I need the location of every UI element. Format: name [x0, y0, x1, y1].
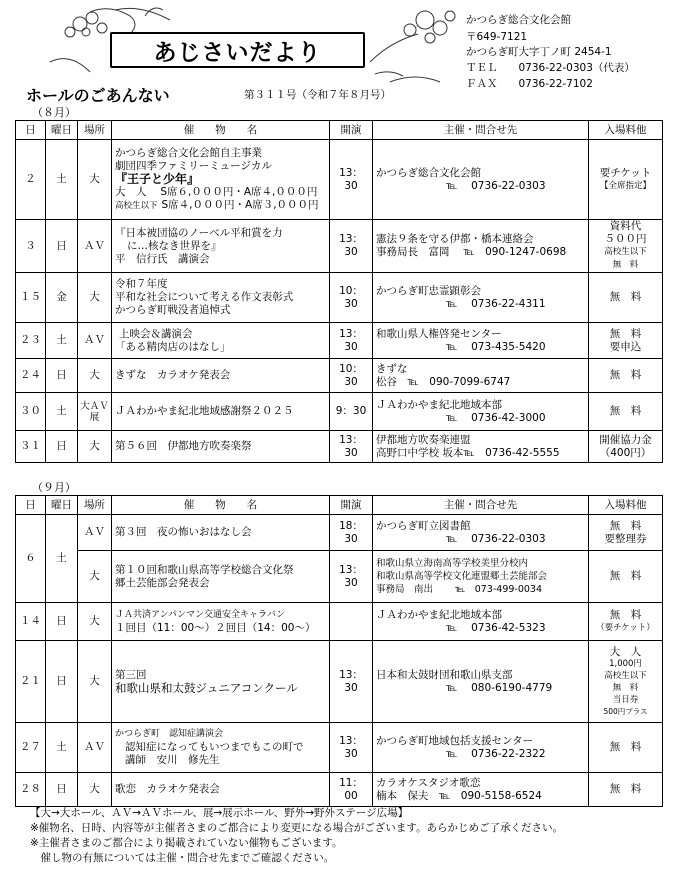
row-host: [373, 220, 589, 273]
name-line: 『日本被団協のノーベル平和賞を力: [115, 226, 283, 239]
row-fee: [589, 515, 663, 551]
name-line: かつらぎ総合文化会館自主事業: [115, 146, 262, 159]
row-start: 18：30: [330, 515, 373, 551]
row-weekday: 金: [46, 273, 78, 323]
row-start: 11：00: [330, 773, 373, 807]
row-name: [112, 273, 330, 323]
fee-line: 大 人: [609, 645, 642, 658]
fee-line: ５００円: [604, 233, 647, 245]
row-place: 大: [78, 359, 112, 393]
row-day: ２１: [16, 641, 46, 723]
name-line: S席４,０００円・A席３,０００円: [161, 198, 319, 211]
fee-line: 無 料: [609, 608, 642, 621]
table-row: [16, 603, 663, 641]
row-place: ＡＶ: [78, 515, 112, 551]
row-fee: 無 料: [589, 359, 663, 393]
row-place: 大ＡＶ展: [78, 393, 112, 431]
name-line: 郷土芸能部会発表会: [115, 576, 210, 589]
table-row: [16, 515, 663, 551]
name-line: 『王子と少年』: [115, 171, 200, 186]
row-start: 9：30: [330, 393, 373, 431]
row-day: ３１: [16, 431, 46, 463]
row-start: 13：30: [330, 723, 373, 773]
row-fee: [589, 641, 663, 723]
host-line: ℡ 080-6190-4779: [446, 681, 553, 694]
row-start: 13：30: [330, 641, 373, 723]
host-line: ＪＡわかやま紀北地域本部: [376, 398, 502, 411]
row-host: [373, 603, 589, 641]
host-line: かつらぎ町地域包括支援センター: [376, 734, 534, 747]
col-day: 日: [16, 496, 46, 515]
name-line: 「ある精肉店のはなし」: [115, 340, 231, 353]
host-line: 和歌山県人権啓発センター: [376, 327, 502, 340]
table-row: [16, 431, 663, 463]
host-line: ℡ 0736-42-3000: [446, 411, 546, 424]
row-name: 歌恋 カラオケ発表会: [112, 773, 330, 807]
row-day: ２４: [16, 359, 46, 393]
row-weekday: 土: [46, 515, 78, 603]
row-fee: [589, 220, 663, 273]
row-start: 10：30: [330, 273, 373, 323]
row-host: [373, 323, 589, 359]
row-start: 13：30: [330, 551, 373, 603]
name-line: 認知症になってもいつまでもこの町で: [125, 741, 304, 753]
fee-line: 要整理券: [604, 532, 647, 545]
newsletter-title: あじさいだより: [110, 32, 365, 68]
org-tel: ＴＥＬ 0736-22-0303（代表）: [466, 62, 635, 74]
name-line: 令和７年度: [115, 278, 168, 290]
row-name: [112, 723, 330, 773]
note-line: ※主催者さまのご都合により掲載されていない催物もございます。: [30, 837, 343, 849]
row-place: ＡＶ: [78, 323, 112, 359]
row-fee: [589, 431, 663, 463]
org-name: かつらぎ総合文化会館: [466, 14, 571, 26]
row-day: ６: [16, 515, 46, 603]
row-host: [373, 515, 589, 551]
row-host: [373, 273, 589, 323]
col-place: 場所: [78, 496, 112, 515]
row-host: [373, 773, 589, 807]
row-day: １４: [16, 603, 46, 641]
name-line: 平和な社会について考える作文表彰式: [115, 291, 294, 303]
name-line: ＪＡ共済アンパンマン交通安全キャラバン: [115, 609, 286, 620]
col-weekday: 曜日: [46, 121, 78, 140]
row-start: 13：30: [330, 220, 373, 273]
fee-line: 高校生以下: [604, 247, 647, 257]
col-day: 日: [16, 121, 46, 140]
col-host: 主催・問合せ先: [373, 121, 589, 140]
row-host: [373, 551, 589, 603]
table-row: [16, 551, 663, 603]
row-name: [112, 323, 330, 359]
row-host: [373, 431, 589, 463]
row-host: [373, 723, 589, 773]
note-line: ※催物名、日時、内容等が主催者さまのご都合により変更になる場合がございます。あらかじめご了承ください。: [30, 822, 563, 834]
host-line: 伊都地方吹奏楽連盟: [376, 433, 471, 446]
fee-line: 無 料: [609, 519, 642, 532]
row-weekday: 土: [46, 323, 78, 359]
host-line: かつらぎ総合文化会館: [376, 166, 481, 179]
row-place: ＡＶ: [78, 220, 112, 273]
issue-number: 第３１１号（令和７年８月号）: [244, 89, 391, 101]
footnotes: [30, 806, 563, 866]
table-row: [16, 393, 663, 431]
col-name: 催 物 名: [112, 496, 330, 515]
row-day: ３０: [16, 393, 46, 431]
col-start: 開演: [330, 121, 373, 140]
row-name: 第５６回 伊都地方吹奏楽祭: [112, 431, 330, 463]
row-day: ２８: [16, 773, 46, 807]
col-host: 主催・問合せ先: [373, 496, 589, 515]
name-line: かつらぎ町 認知症講演会: [115, 729, 224, 739]
table-row: [16, 323, 663, 359]
row-place: 大: [78, 140, 112, 220]
row-fee: 無 料: [589, 551, 663, 603]
fee-line: 当日券: [612, 694, 639, 705]
row-name: [112, 551, 330, 603]
row-start: [330, 603, 373, 641]
month-label-september: （９月）: [32, 481, 76, 494]
name-line: 大 人 S席６,０００円・A席４,０００円: [115, 185, 318, 198]
row-name: きずな カラオケ発表会: [112, 359, 330, 393]
host-line: かつらぎ町立図書館: [376, 519, 471, 532]
table-row: [16, 359, 663, 393]
row-place: 大: [78, 431, 112, 463]
host-line: ℡ 073-435-5420: [446, 340, 546, 353]
fee-line: 無 料: [612, 682, 639, 693]
section-title: ホールのごあんない: [26, 86, 170, 105]
row-weekday: 日: [46, 641, 78, 723]
row-place: 大: [78, 773, 112, 807]
fee-line: 開催協力金: [599, 433, 652, 446]
row-host: [373, 140, 589, 220]
col-fee: 入場料他: [589, 121, 663, 140]
fee-line: 1,000円: [609, 658, 642, 669]
row-weekday: 土: [46, 723, 78, 773]
row-start: 13：30: [330, 140, 373, 220]
host-line: ℡ 0736-22-0303: [446, 532, 546, 545]
row-host: [373, 393, 589, 431]
host-line: ℡ 0736-22-2322: [446, 747, 546, 760]
row-weekday: 日: [46, 220, 78, 273]
name-line: 劇団四季ファミリーミュージカル: [115, 159, 272, 172]
name-line: 第三回: [115, 668, 147, 681]
host-line: きずな: [376, 362, 408, 375]
row-day: ３: [16, 220, 46, 273]
table-row: [16, 273, 663, 323]
row-name: [112, 603, 330, 641]
host-line: 事務局 南出 ℡ 073-499-0034: [376, 584, 543, 595]
september-schedule-table: [15, 495, 663, 807]
row-place: 大: [78, 603, 112, 641]
host-line: 高野口中学校 坂本℡ 0736-42-5555: [376, 446, 560, 459]
name-line: 第１０回和歌山県高等学校総合文化祭: [115, 563, 294, 576]
host-line: 日本和太鼓財団和歌山県支部: [376, 668, 513, 681]
fee-line: 500円プラス: [603, 706, 648, 716]
row-host: [373, 359, 589, 393]
org-address: かつらぎ町大字丁ノ町 2454-1: [466, 46, 612, 58]
row-fee: 無 料: [589, 393, 663, 431]
name-line: かつらぎ町戦没者追悼式: [115, 304, 231, 316]
note-line: 催し物の有無については主催・問合せ先までご確認ください。: [30, 852, 335, 864]
fee-line: 要申込: [609, 340, 642, 353]
fee-line: 要チケット: [599, 166, 652, 179]
row-day: ２: [16, 140, 46, 220]
row-fee: 無 料: [589, 273, 663, 323]
row-fee: [589, 140, 663, 220]
row-place: 大: [78, 551, 112, 603]
host-line: 事務局長 富岡 ℡ 090-1247-0698: [376, 246, 567, 258]
row-fee: [589, 603, 663, 641]
fee-line: 高校生以下: [604, 670, 647, 681]
host-line: カラオケスタジオ歌恋: [376, 776, 481, 789]
col-name: 催 物 名: [112, 121, 330, 140]
row-fee: 無 料: [589, 723, 663, 773]
host-line: ＪＡわかやま紀北地域本部: [376, 608, 502, 621]
table-row: [16, 641, 663, 723]
row-day: ２３: [16, 323, 46, 359]
august-schedule-table: [15, 120, 663, 463]
table-row: [16, 220, 663, 273]
fee-line: 無 料: [609, 327, 642, 340]
fee-line: （400円）: [599, 446, 652, 459]
row-start: 13：30: [330, 431, 373, 463]
table-row: [16, 140, 663, 220]
row-weekday: 日: [46, 603, 78, 641]
host-line: かつらぎ町忠霊顕彰会: [376, 284, 481, 297]
host-line: 憲法９条を守る伊都・橋本連絡会: [376, 233, 534, 245]
row-name: [112, 220, 330, 273]
host-line: ℡ 0736-22-0303: [446, 179, 546, 192]
fee-line: 無 料: [612, 260, 639, 270]
host-line: ℡ 0736-42-5323: [446, 621, 546, 634]
col-start: 開演: [330, 496, 373, 515]
host-line: ℡ 0736-22-4311: [446, 297, 546, 310]
table-row: [16, 723, 663, 773]
col-weekday: 曜日: [46, 496, 78, 515]
col-place: 場所: [78, 121, 112, 140]
row-fee: [589, 323, 663, 359]
table-row: [16, 773, 663, 807]
note-legend: 【大→大ホール、ＡＶ→ＡＶホール、展→展示ホール、野外→野外ステージ広場】: [30, 807, 409, 819]
row-weekday: 日: [46, 431, 78, 463]
name-line-small: 高校生以下: [115, 200, 158, 211]
row-day: １５: [16, 273, 46, 323]
row-weekday: 日: [46, 773, 78, 807]
row-place: ＡＶ: [78, 723, 112, 773]
month-label-august: （８月）: [32, 106, 76, 119]
name-line: 和歌山県和太鼓ジュニアコンクール: [115, 680, 298, 695]
host-line: 楠本 保夫 ℡ 090-5158-6524: [376, 789, 542, 802]
host-line: 松谷 ℡ 090-7099-6747: [376, 375, 511, 388]
name-line: 上映会＆講演会: [119, 327, 193, 340]
row-host: [373, 641, 589, 723]
org-fax: ＦＡＸ 0736-22-7102: [466, 78, 593, 90]
col-fee: 入場料他: [589, 496, 663, 515]
row-name: 第３回 夜の怖いおはなし会: [112, 515, 330, 551]
row-place: 大: [78, 273, 112, 323]
fee-line: 資料代: [609, 220, 642, 232]
name-line: １回目（11：00～）２回目（14：00～）: [115, 621, 316, 634]
host-line: 和歌山県立海南高等学校美里分校内: [376, 558, 529, 569]
row-name: [112, 140, 330, 220]
row-day: ２７: [16, 723, 46, 773]
host-line: 和歌山県高等学校文化連盟郷土芸能部会: [376, 571, 548, 582]
org-postal: 〒649-7121: [466, 31, 528, 43]
row-fee: 無 料: [589, 773, 663, 807]
name-line: に…核なき世界を』: [127, 239, 222, 252]
row-start: 10：30: [330, 359, 373, 393]
fee-line: （要チケット）: [596, 622, 655, 633]
row-weekday: 土: [46, 393, 78, 431]
fee-line: 【全席指定】: [599, 180, 651, 191]
row-weekday: 日: [46, 359, 78, 393]
name-line: 平 信行氏 講演会: [115, 252, 210, 265]
row-name: [112, 641, 330, 723]
row-weekday: 土: [46, 140, 78, 220]
row-start: 13：30: [330, 323, 373, 359]
row-name: ＪＡわかやま紀北地域感謝祭２０２５: [112, 393, 330, 431]
name-line: 講師 安川 修先生: [125, 754, 220, 766]
row-place: 大: [78, 641, 112, 723]
